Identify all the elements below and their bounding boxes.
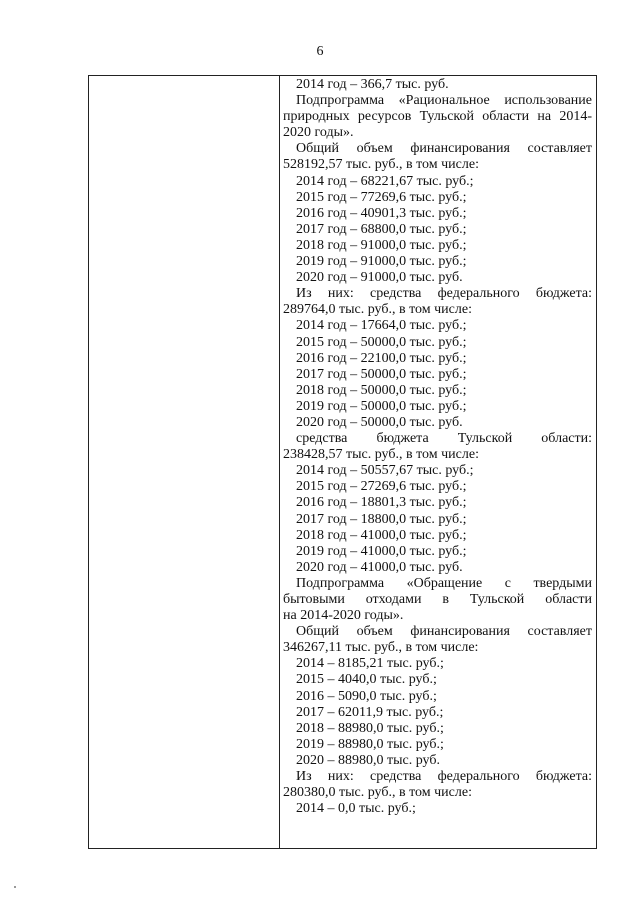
text-line: 2014 – 0,0 тыс. руб.; (296, 801, 416, 817)
text-line: на 2014-2020 годы». (283, 608, 404, 624)
scan-speck (14, 886, 16, 888)
text-line: 2014 год – 366,7 тыс. руб. (296, 77, 449, 92)
text-line: 2017 год – 50000,0 тыс. руб.; (296, 366, 467, 382)
text-line: 280380,0 тыс. руб., в том числе: (283, 785, 472, 801)
text-line: 346267,11 тыс. руб., в том числе: (283, 640, 479, 656)
text-line: 2015 год – 77269,6 тыс. руб.; (296, 189, 467, 205)
text-line: средства бюджета Тульской области: (296, 431, 592, 447)
text-line: Общий объем финансирования составляет (296, 141, 592, 157)
text-line: Из них: средства федерального бюджета: (296, 769, 592, 785)
text-line: 2018 – 88980,0 тыс. руб.; (296, 720, 444, 736)
text-line: 2016 год – 22100,0 тыс. руб.; (296, 350, 467, 366)
text-line: 2020 год – 41000,0 тыс. руб. (296, 559, 463, 575)
text-line: 2017 – 62011,9 тыс. руб.; (296, 704, 444, 720)
text-line: 2019 год – 41000,0 тыс. руб.; (296, 543, 467, 559)
text-line: 2019 год – 91000,0 тыс. руб.; (296, 254, 467, 270)
text-line: 2018 год – 41000,0 тыс. руб.; (296, 527, 467, 543)
text-line: 2015 год – 27269,6 тыс. руб.; (296, 479, 467, 495)
text-line: 2014 – 8185,21 тыс. руб.; (296, 656, 444, 672)
text-line: 2020 год – 50000,0 тыс. руб. (296, 414, 463, 430)
column-divider (279, 76, 280, 848)
text-line: 2014 год – 17664,0 тыс. руб.; (296, 318, 467, 334)
text-line: 2016 год – 18801,3 тыс. руб.; (296, 495, 467, 511)
text-line: 238428,57 тыс. руб., в том числе: (283, 447, 479, 463)
text-line: 2015 – 4040,0 тыс. руб.; (296, 672, 437, 688)
text-line: природных ресурсов Тульской области на 2014- (283, 109, 592, 125)
text-line: 528192,57 тыс. руб., в том числе: (283, 157, 479, 173)
text-line: 2015 год – 50000,0 тыс. руб.; (296, 334, 467, 350)
page-number: 6 (316, 44, 324, 59)
text-line: 2020 год – 91000,0 тыс. руб. (296, 270, 463, 286)
text-line: Подпрограмма «Обращение с твердыми (296, 575, 592, 591)
text-line: 289764,0 тыс. руб., в том числе: (283, 302, 472, 318)
document-table (88, 75, 597, 849)
text-line: 2017 год – 68800,0 тыс. руб.; (296, 221, 467, 237)
text-line: 2016 – 5090,0 тыс. руб.; (296, 688, 437, 704)
text-line: 2019 год – 50000,0 тыс. руб.; (296, 398, 467, 414)
text-line: 2018 год – 91000,0 тыс. руб.; (296, 237, 467, 253)
text-line: Подпрограмма «Рациональное использование (296, 93, 592, 109)
text-line: 2020 годы». (283, 125, 354, 141)
right-column-cell (283, 77, 592, 817)
text-line: 2014 год – 50557,67 тыс. руб.; (296, 463, 474, 479)
text-line: 2020 – 88980,0 тыс. руб. (296, 752, 440, 768)
text-line: 2018 год – 50000,0 тыс. руб.; (296, 382, 467, 398)
text-line: бытовыми отходами в Тульской области (283, 592, 592, 607)
text-line: 2014 год – 68221,67 тыс. руб.; (296, 173, 474, 189)
text-line: Из них: средства федерального бюджета: (296, 286, 592, 302)
text-line: 2019 – 88980,0 тыс. руб.; (296, 736, 444, 752)
text-line: 2017 год – 18800,0 тыс. руб.; (296, 511, 467, 527)
text-line: 2016 год – 40901,3 тыс. руб.; (296, 205, 467, 221)
text-line: Общий объем финансирования составляет (296, 624, 592, 640)
